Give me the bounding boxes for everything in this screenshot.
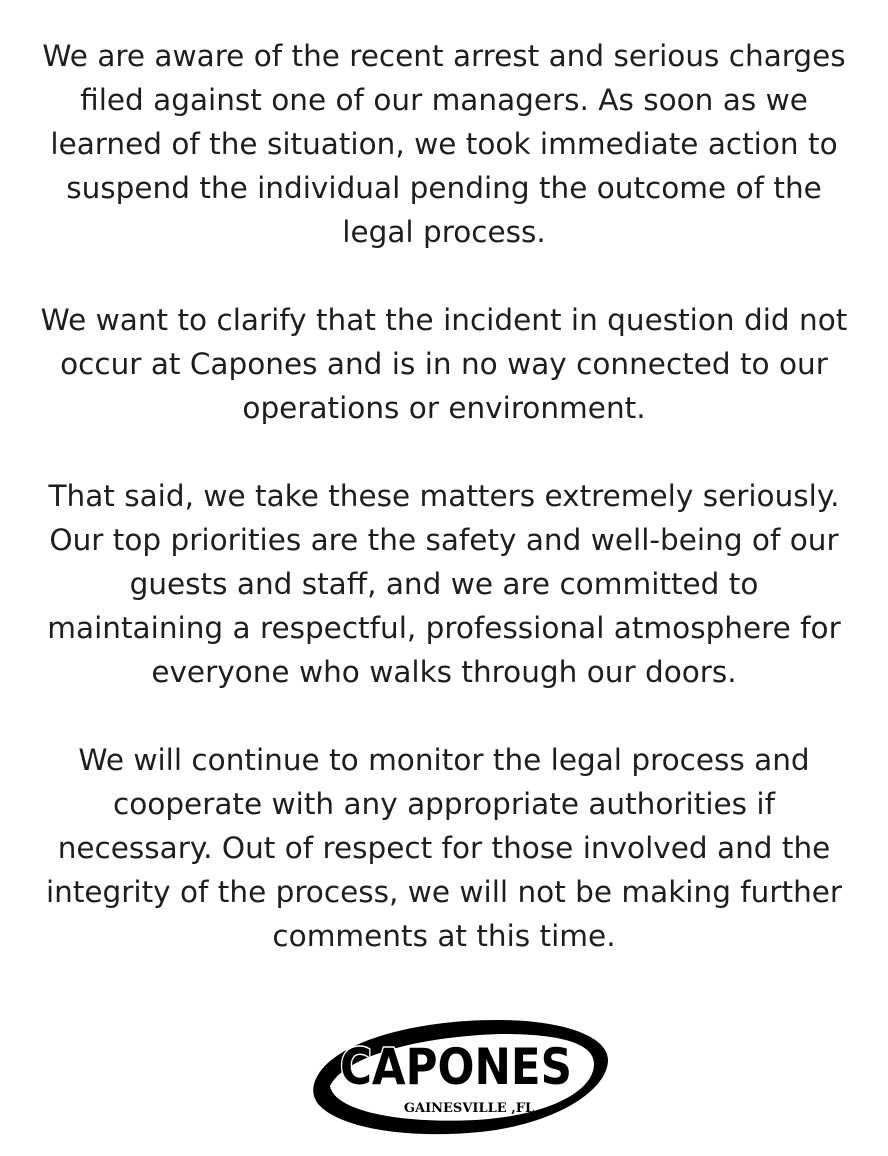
statement-paragraph-3: That said, we take these matters extremely seriously. Our top priorities are the safety and well-being of our guests and staff, and we are committed to maintaining a respectful, professional atmosphere for everyone who walks through our doors.	[47, 479, 841, 689]
capones-logo	[306, 1014, 612, 1138]
statement-paragraph-1: We are aware of the recent arrest and serious charges filed against one of our managers. As soon as we learned of the situation, we took immediate action to suspend the individual pending the outcome of the legal process.	[42, 39, 846, 249]
logo-wordmark: CAPONES	[340, 1038, 572, 1096]
capones-logo-graphic	[306, 1014, 612, 1138]
statement-paragraph-2: We want to clarify that the incident in question did not occur at Capones and is in no way connected to our operations or environment.	[40, 303, 848, 425]
statement-paragraph-4: We will continue to monitor the legal process and cooperate with any appropriate authorities if necessary. Out of respect for those involved and the integrity of the process, we will not be making further comments at this time.	[45, 743, 843, 953]
statement-body	[40, 34, 848, 958]
logo-location: GAINESVILLE ,FL	[403, 1101, 535, 1116]
